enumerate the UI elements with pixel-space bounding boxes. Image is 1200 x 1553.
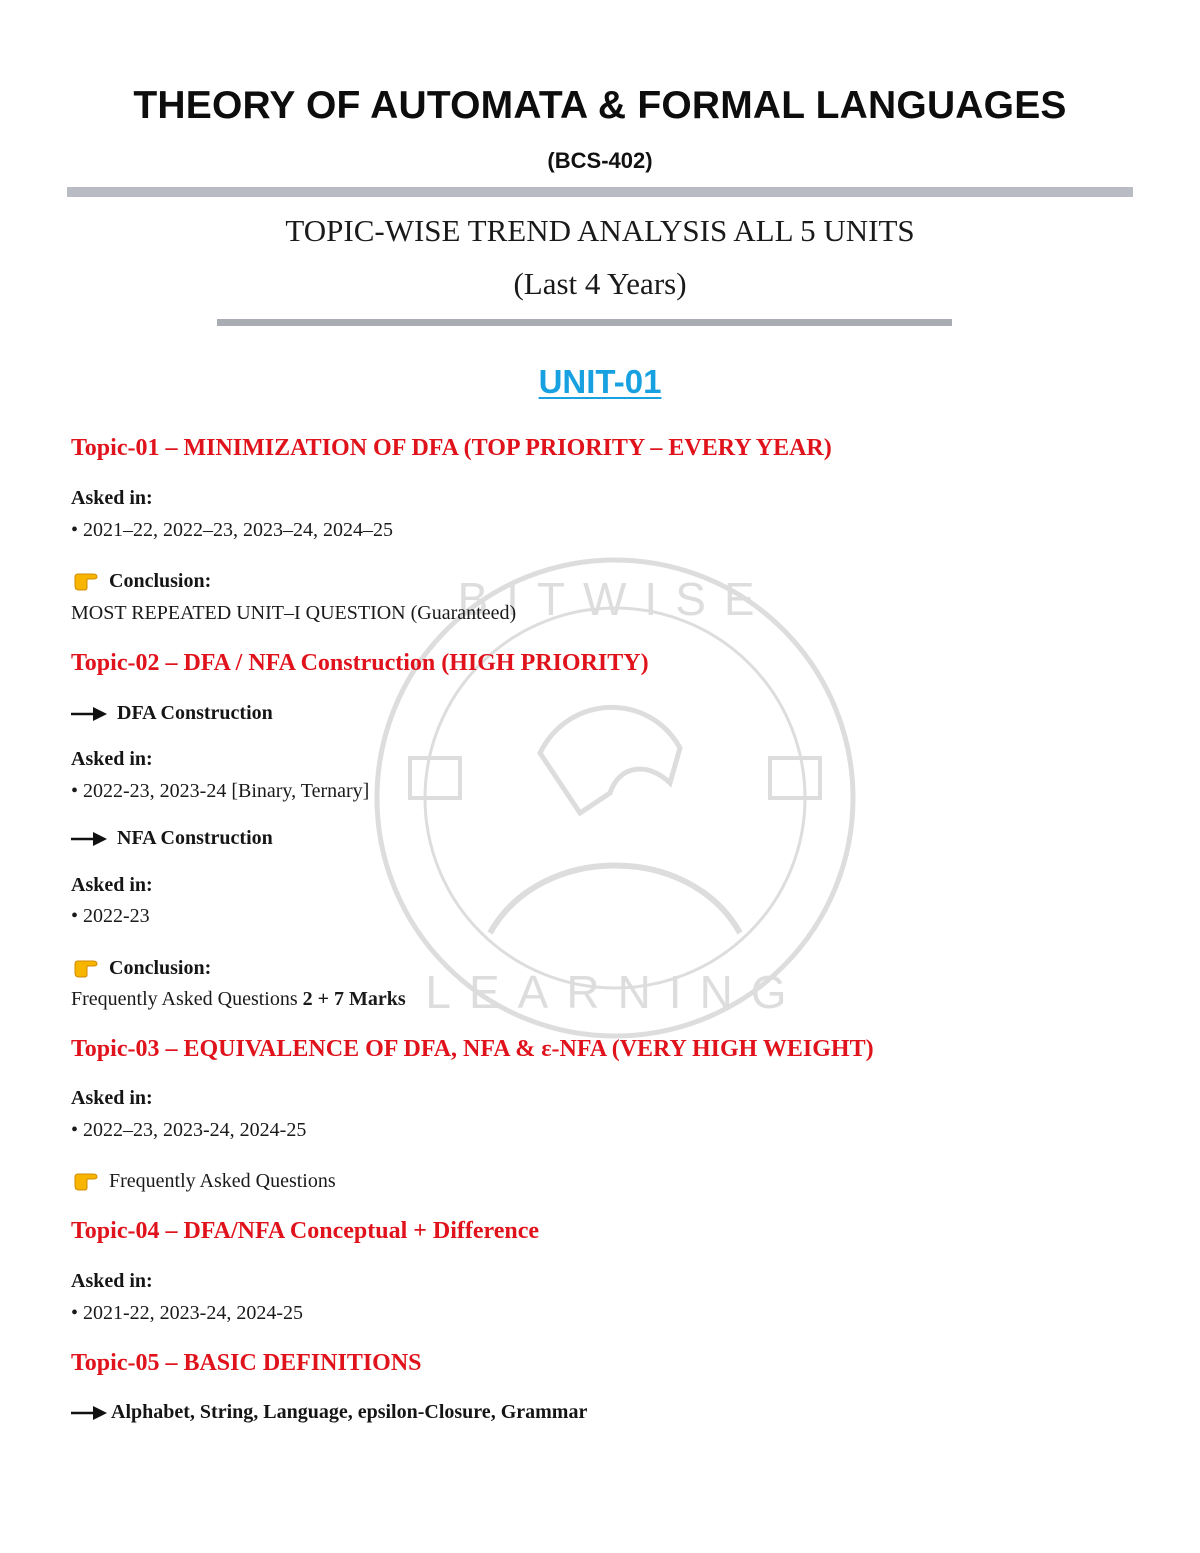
topic-01-title: Topic-01 – MINIMIZATION OF DFA (TOP PRIORITY – EVERY YEAR) bbox=[71, 435, 832, 461]
topic-02-conclusion bbox=[73, 956, 211, 980]
topic-03-note-text: Frequently Asked Questions bbox=[109, 1170, 336, 1192]
dfa-construction-line bbox=[71, 702, 273, 725]
dfa-asked-label: Asked in: bbox=[71, 748, 153, 770]
dfa-asked-years: • 2022-23, 2023-24 [Binary, Ternary] bbox=[71, 780, 370, 802]
topic-02-title: Topic-02 – DFA / NFA Construction (HIGH PRIORITY) bbox=[71, 650, 649, 676]
topic-04-title: Topic-04 – DFA/NFA Conceptual + Difference bbox=[71, 1218, 540, 1244]
topic-02-conclusion-text bbox=[71, 988, 406, 1011]
right-arrow-icon bbox=[71, 1406, 107, 1420]
topic-02-conclusion-phrase: Frequently Asked Questions bbox=[71, 988, 303, 1010]
subtitle-divider bbox=[217, 319, 952, 326]
nfa-construction-line bbox=[71, 827, 273, 850]
backhand-index-pointing-right-icon bbox=[73, 956, 101, 978]
dfa-construction-label: DFA Construction bbox=[117, 702, 273, 724]
backhand-index-pointing-right-icon bbox=[73, 569, 101, 591]
topic-04-asked-years: • 2021-22, 2023-24, 2024-25 bbox=[71, 1302, 303, 1324]
basic-definitions-items: Alphabet, String, Language, epsilon-Closure, Grammar bbox=[111, 1401, 588, 1423]
nfa-asked-years: • 2022-23 bbox=[71, 905, 150, 927]
backhand-index-pointing-right-icon bbox=[73, 1169, 101, 1191]
topic-01-conclusion-label: Conclusion: bbox=[109, 570, 212, 592]
topic-04-asked-label: Asked in: bbox=[71, 1270, 153, 1292]
topic-03-asked-label: Asked in: bbox=[71, 1087, 153, 1109]
topic-01-asked-years: • 2021–22, 2022–23, 2023–24, 2024–25 bbox=[71, 519, 394, 541]
topic-02-conclusion-marks: 2 + 7 Marks bbox=[302, 988, 406, 1010]
topic-01-conclusion-text: MOST REPEATED UNIT–I QUESTION (Guaranteed) bbox=[71, 602, 517, 624]
document-subtitle: TOPIC-WISE TREND ANALYSIS ALL 5 UNITS bbox=[285, 213, 915, 248]
basic-definitions-line bbox=[71, 1401, 587, 1424]
topic-01-asked-label: Asked in: bbox=[71, 487, 153, 509]
topic-03-asked-years: • 2022–23, 2023-24, 2024-25 bbox=[71, 1119, 307, 1141]
watermark-top-text: BITWISE bbox=[457, 573, 773, 625]
nfa-construction-label: NFA Construction bbox=[117, 827, 273, 849]
document-title: THEORY OF AUTOMATA & FORMAL LANGUAGES bbox=[133, 84, 1067, 127]
unit-heading: UNIT-01 bbox=[538, 363, 662, 400]
topic-02-conclusion-label: Conclusion: bbox=[109, 957, 212, 979]
header-divider bbox=[67, 187, 1133, 197]
right-arrow-icon bbox=[71, 707, 107, 721]
topic-03-title: Topic-03 – EQUIVALENCE OF DFA, NFA & ε-NFA (VERY HIGH WEIGHT) bbox=[71, 1036, 874, 1062]
right-arrow-icon bbox=[71, 832, 107, 846]
topic-01-conclusion bbox=[73, 569, 211, 593]
watermark-bottom-text: LEARNING bbox=[425, 966, 805, 1018]
course-code: (BCS-402) bbox=[547, 148, 653, 173]
topic-03-note bbox=[73, 1169, 336, 1193]
nfa-asked-label: Asked in: bbox=[71, 874, 153, 896]
years-range: (Last 4 Years) bbox=[513, 266, 687, 301]
topic-05-title: Topic-05 – BASIC DEFINITIONS bbox=[71, 1350, 422, 1376]
watermark-logo bbox=[370, 553, 860, 1043]
